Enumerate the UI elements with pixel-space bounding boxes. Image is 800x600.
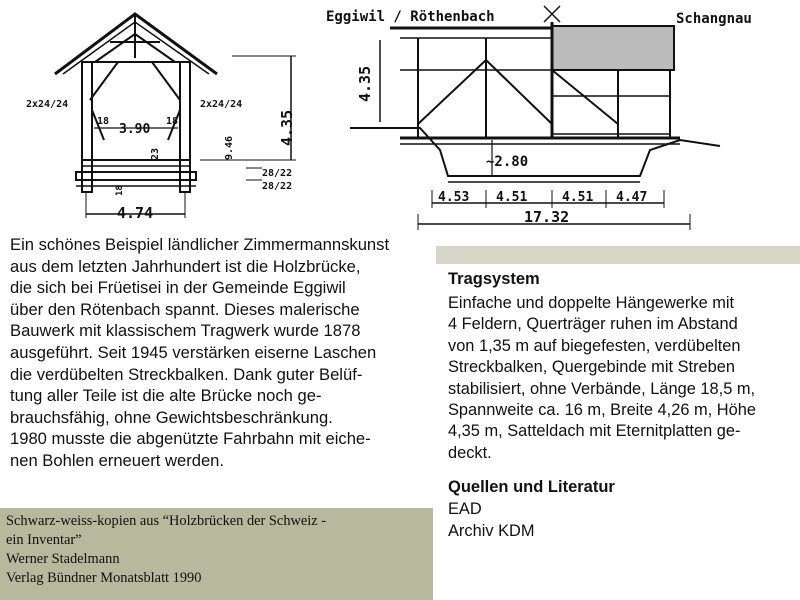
span-4-label: 4.47 [616,190,648,205]
main-description [10,234,436,472]
post-dim-b: 18 [166,116,179,127]
description-line: 1980 musste die abgenützte Fahrbahn mit eiche- [10,429,371,449]
post-label-left: 2x24/24 [26,99,69,110]
description-line: brauchsfähig, ohne Gewichtsbeschränkung. [10,407,333,427]
description-line: die sich bei Früetisei in der Gemeinde Eggiwil [10,278,346,298]
bridge-drawing [0,0,800,232]
description-line: Ein schönes Beispiel ländlicher Zimmermannskunst [10,235,390,254]
tragsystem-line: 4 Feldern, Querträger ruhen im Abstand [448,315,738,334]
elevation-drawing [350,6,720,230]
beam-top-label: 28/22 [262,168,293,179]
span-3-label: 4.51 [562,190,594,205]
description-line: tung aller Teile ist die alte Brücke noch ge- [10,386,322,406]
source-item: Archiv KDM [448,521,535,540]
span-1-label: 4.53 [438,190,470,205]
inner-width-label: 3.90 [119,122,151,137]
post-dim-a: 18 [97,116,110,127]
description-line: über den Rötenbach spannt. Dieses malerische [10,299,360,319]
clearance-label: ~2.80 [486,154,529,170]
span-2-label: 4.51 [496,190,528,205]
description-line: aus dem letzten Jahrhundert ist die Holzbrücke, [10,256,361,276]
tragsystem-line: Spannweite ca. 16 m, Breite 4,26 m, Höhe [448,401,756,420]
source-item: EAD [448,500,482,519]
caption-line: ein Inventar” [6,532,82,548]
post-label-right: 2x24/24 [200,99,243,110]
caption-line: Schwarz-weiss-kopien aus “Holzbrücken der Schweiz - [6,513,327,529]
description-line: die verdübelten Streckbalken. Dank guter Belüf- [10,364,363,384]
section-height-label: 4.35 [278,109,296,146]
tragsystem-line: Einfache und doppelte Hängewerke mit [448,294,735,312]
place-left-label: Eggiwil / Röthenbach [326,9,495,25]
source-caption [0,508,433,600]
tragsystem-line: stabilisiert, ohne Verbände, Länge 18,5 m, [448,379,756,398]
caption-line: Werner Stadelmann [6,551,120,567]
elevation-height-label: 4.35 [356,65,374,102]
tragsystem-line: 4,35 m, Satteldach mit Eternitplatten ge- [448,422,741,441]
description-line: Bauwerk mit klassischem Tragwerk wurde 1878 [10,321,361,341]
divider-strip [436,246,800,264]
tragsystem-line: von 1,35 m auf biegefesten, verdübelten [448,336,741,355]
place-right-label: Schangnau [676,11,752,27]
description-line: ausgeführt. Seit 1945 verstärken eiserne Laschen [10,342,377,362]
beam-bottom-label: 28/22 [262,181,293,192]
dim-c-label: 18 [115,185,125,196]
description-line: nen Bohlen erneuert werden. [10,450,225,470]
tragsystem-line: deckt. [448,443,492,462]
technical-details [448,270,800,542]
tragsystem-heading: Tragsystem [448,270,540,288]
total-length-label: 17.32 [524,208,570,226]
sources-heading: Quellen und Literatur [448,478,615,497]
dim-a-label: 23 [150,147,161,160]
dim-b-label: 9.46 [224,135,235,160]
caption-line: Verlag Bündner Monatsblatt 1990 [6,570,202,586]
tragsystem-line: Streckbalken, Quergebinde mit Streben [448,358,735,377]
total-width-label: 4.74 [117,204,154,222]
